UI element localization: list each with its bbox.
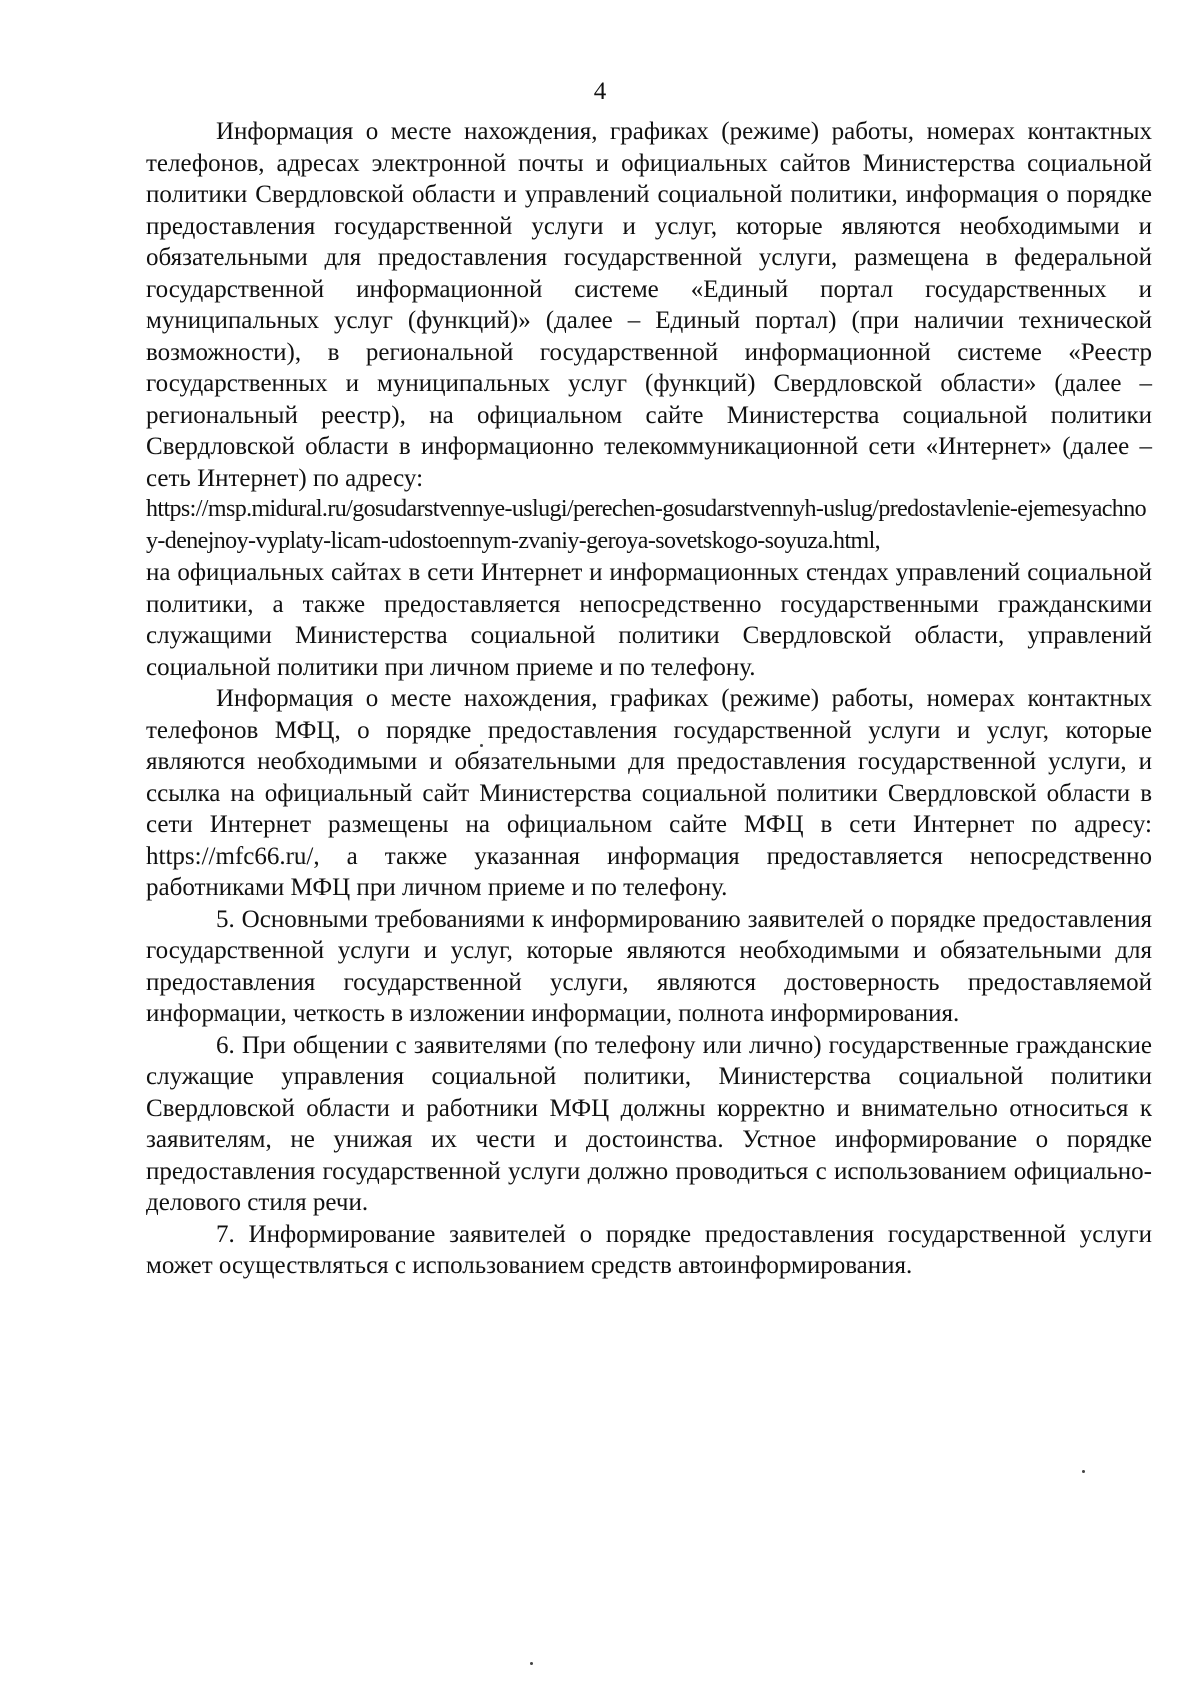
paragraph-info-ministry-text: Информация о месте нахождения, графиках (режиме) работы, номерах контактных телефонов, адресах электронной почты и официальных сайтов Министерства социальной политики Свердловской области и управлений социальной политики, информация о порядке предоставления государственной услуги и услуг, которые являются необходимыми и обязательными для предоставления государственной услуги, размещена в федеральной государственной информационной системе «Единый портал государственных и муниципальных услуг (функций)» (далее – Единый портал) (при наличии технической возможности), в региональной государственной информационной системе «Реестр государственных и муниципальных услуг (функций) Свердловской области» (далее – региональный реестр), на официальном сайте Министерства социальной политики Свердловской области в информационно телекоммуникационной сети «Интернет» (далее – сеть Интернет) по адресу: [146, 118, 1152, 492]
paragraph-item-6: 6. При общении с заявителями (по телефону или лично) государственные гражданские служащие управления социальной политики, Министерства социальной политики Свердловской области и работники МФЦ должны корректно и внимательно относиться к заявителям, не унижая их чести и достоинства. Устное информирование о порядке предоставления государственной услуги должно проводиться с использованием официально-делового стиля речи. [146, 1031, 1152, 1216]
paragraph-item-7: 7. Информирование заявителей о порядке предоставления государственной услуги может осуществляться с использованием средств автоинформирования. [146, 1220, 1152, 1279]
paragraph-info-ministry-continuation: на официальных сайтах в сети Интернет и информационных стендах управлений социальной политики, а также предоставляется непосредственно государственными гражданскими служащими Министерства социальной политики Свердловской области, управлений социальной политики при личном приеме и по телефону. [146, 559, 1152, 681]
paragraph-info-ministry [146, 116, 1152, 683]
document-body [146, 116, 1152, 1282]
ministry-url-link[interactable]: https://msp.midural.ru/gosudarstvennye-uslugi/perechen-gosudarstvennyh-uslug/predostavlenie-ejemesyachnoy-denejnoy-vyplaty-licam-udostoennym-zvaniy-geroya-sovetskogo-soyuza.html, [146, 496, 1147, 554]
scan-speck [480, 744, 483, 747]
scan-speck [1082, 1470, 1085, 1473]
page-number: 4 [593, 78, 607, 105]
paragraph-item-5: 5. Основными требованиями к информированию заявителей о порядке предоставления государственной услуги и услуг, которые являются необходимыми и обязательными для предоставления государственной услуги, являются достоверность предоставляемой информации, четкость в изложении информации, полнота информирования. [146, 905, 1152, 1027]
scan-speck [530, 1662, 533, 1665]
paragraph-info-mfc: Информация о месте нахождения, графиках (режиме) работы, номерах контактных телефонов МФЦ, о порядке предоставления государственной услуги и услуг, которые являются необходимыми и обязательными для предоставления государственной услуги, и ссылка на официальный сайт Министерства социальной политики Свердловской области в сети Интернет размещены на официальном сайте МФЦ в сети Интернет по адресу: https://mfc66.ru/, а также указанная информация предоставляется непосредственно работниками МФЦ при личном приеме и по телефону. [146, 685, 1152, 901]
